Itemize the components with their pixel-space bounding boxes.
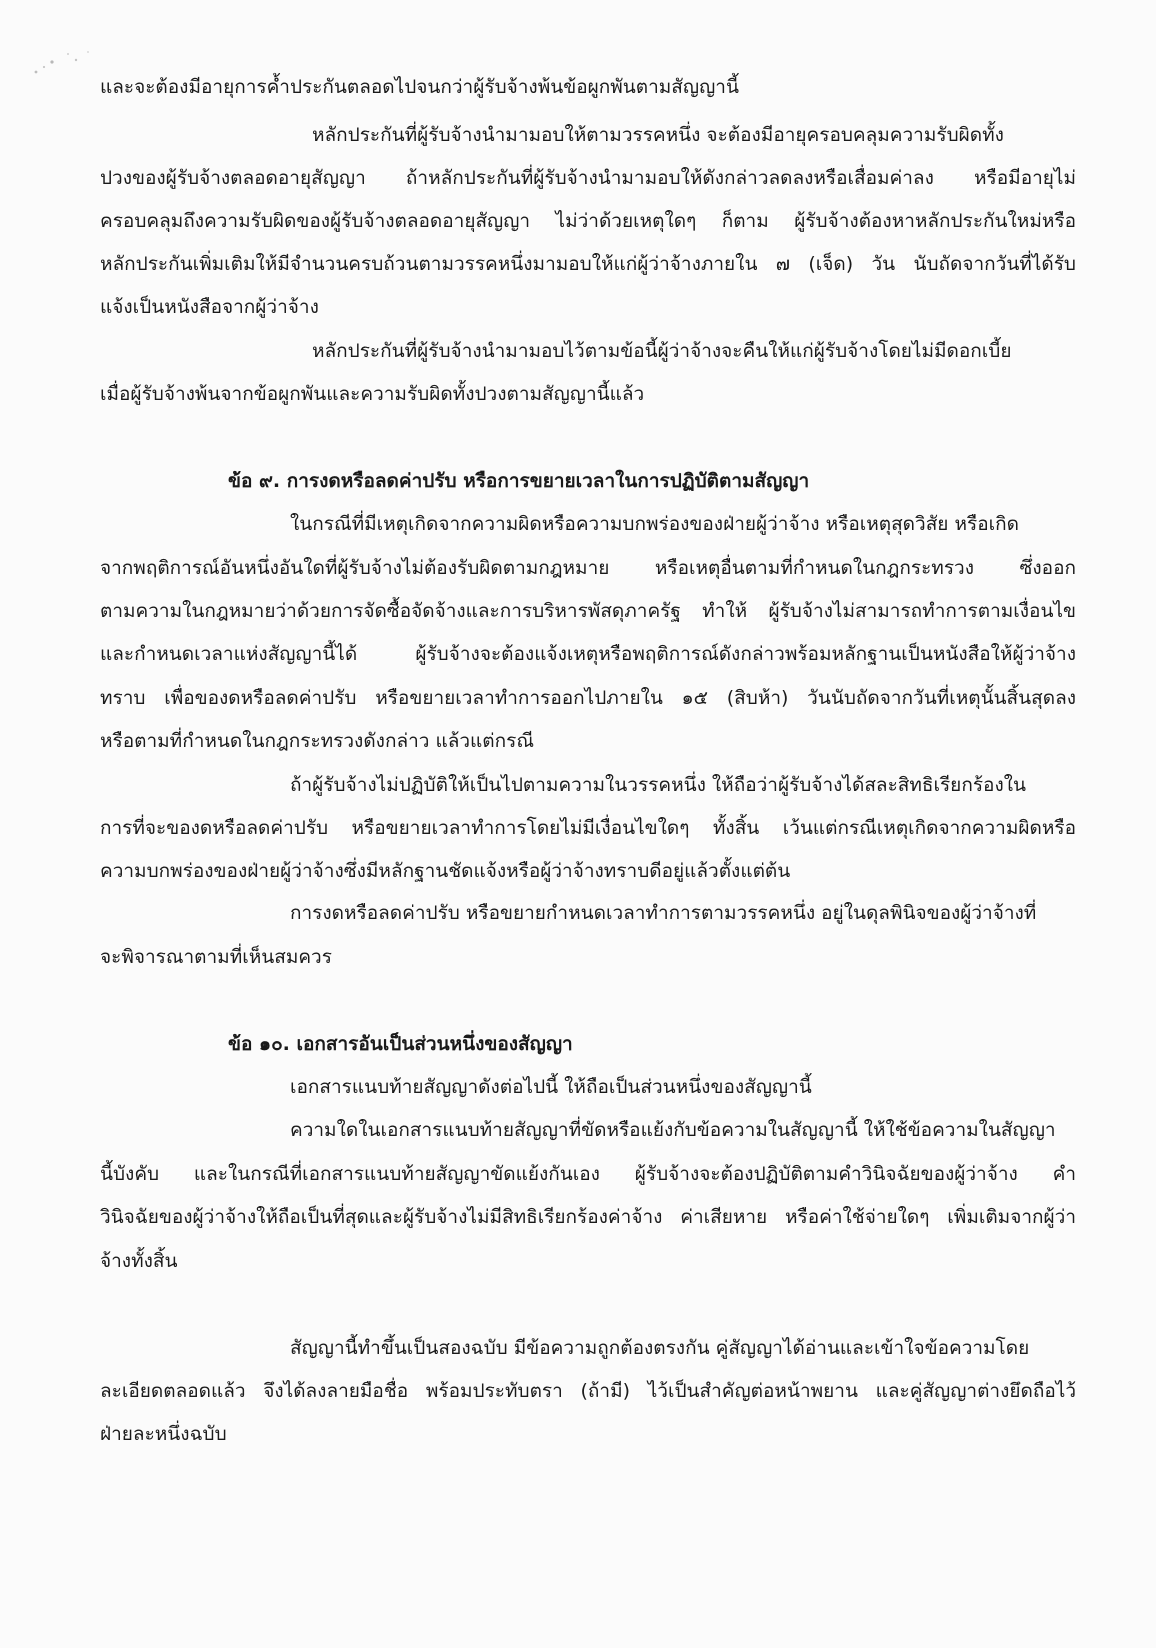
text-line: และกำหนดเวลาแห่งสัญญานี้ได้ ผู้รับจ้างจะต้องแจ้งเหตุหรือพฤติการณ์ดังกล่าวพร้อมหลักฐานเป็นหนังสือให้ผู้ว่าจ้าง <box>100 643 1076 665</box>
text-line: จะพิจารณาตามที่เห็นสมควร <box>100 946 332 968</box>
text-line: นี้บังคับ และในกรณีที่เอกสารแนบท้ายสัญญาขัดแย้งกันเอง ผู้รับจ้างจะต้องปฏิบัติตามคำวินิจฉัยของผู้ว่าจ้าง คำ <box>100 1163 1076 1185</box>
text-line: ทราบ เพื่อของดหรือลดค่าปรับ หรือขยายเวลาทำการออกไปภายใน ๑๕ (สิบห้า) วันนับถัดจากวันที่เหตุนั้นสิ้นสุดลง <box>100 687 1076 709</box>
text-line: หรือตามที่กำหนดในกฎกระทรวงดังกล่าว แล้วแต่กรณี <box>100 730 534 752</box>
text-line: หลักประกันเพิ่มเติมให้มีจำนวนครบถ้วนตามวรรคหนึ่งมามอบให้แก่ผู้ว่าจ้างภายใน ๗ (เจ็ด) วัน นับถัดจากวันที่ได้รับ <box>100 253 1076 275</box>
scan-specks <box>28 40 108 80</box>
text-line: หลักประกันที่ผู้รับจ้างนำมามอบไว้ตามข้อนี้ผู้ว่าจ้างจะคืนให้แก่ผู้รับจ้างโดยไม่มีดอกเบี้ย <box>312 340 1012 362</box>
text-line: ปวงของผู้รับจ้างตลอดอายุสัญญา ถ้าหลักประกันที่ผู้รับจ้างนำมามอบให้ดังกล่าวลดลงหรือเสื่อมค่าลง หรือมีอายุไม่ <box>100 167 1076 189</box>
section-heading: ข้อ ๙. การงดหรือลดค่าปรับ หรือการขยายเวลาในการปฏิบัติตามสัญญา <box>228 470 810 492</box>
text-line: ความใดในเอกสารแนบท้ายสัญญาที่ขัดหรือแย้งกับข้อความในสัญญานี้ ให้ใช้ข้อความในสัญญา <box>290 1119 1056 1141</box>
text-line: การงดหรือลดค่าปรับ หรือขยายกำหนดเวลาทำการตามวรรคหนึ่ง อยู่ในดุลพินิจของผู้ว่าจ้างที่ <box>290 902 1037 924</box>
text-line: หลักประกันที่ผู้รับจ้างนำมามอบให้ตามวรรคหนึ่ง จะต้องมีอายุครอบคลุมความรับผิดทั้ง <box>312 124 1004 146</box>
text-line: สัญญานี้ทำขึ้นเป็นสองฉบับ มีข้อความถูกต้องตรงกัน คู่สัญญาได้อ่านและเข้าใจข้อความโดย <box>290 1337 1030 1359</box>
text-line: ถ้าผู้รับจ้างไม่ปฏิบัติให้เป็นไปตามความในวรรคหนึ่ง ให้ถือว่าผู้รับจ้างได้สละสิทธิเรียกร้องใน <box>290 774 1026 796</box>
text-line: วินิจฉัยของผู้ว่าจ้างให้ถือเป็นที่สุดและผู้รับจ้างไม่มีสิทธิเรียกร้องค่าจ้าง ค่าเสียหาย หรือค่าใช้จ่ายใดๆ เพิ่มเติมจากผู้ว่า <box>100 1206 1076 1228</box>
text-line: การที่จะของดหรือลดค่าปรับ หรือขยายเวลาทำการโดยไม่มีเงื่อนไขใดๆ ทั้งสิ้น เว้นแต่กรณีเหตุเกิดจากความผิดหรือ <box>100 817 1076 839</box>
text-line: ฝ่ายละหนึ่งฉบับ <box>100 1423 227 1445</box>
text-line: และจะต้องมีอายุการค้ำประกันตลอดไปจนกว่าผู้รับจ้างพ้นข้อผูกพันตามสัญญานี้ <box>100 76 739 98</box>
text-line: เอกสารแนบท้ายสัญญาดังต่อไปนี้ ให้ถือเป็นส่วนหนึ่งของสัญญานี้ <box>290 1076 812 1098</box>
text-line: แจ้งเป็นหนังสือจากผู้ว่าจ้าง <box>100 296 319 318</box>
text-line: ตามความในกฎหมายว่าด้วยการจัดซื้อจัดจ้างและการบริหารพัสดุภาครัฐ ทำให้ ผู้รับจ้างไม่สามารถทำการตามเงื่อนไข <box>100 600 1076 622</box>
text-line: ความบกพร่องของฝ่ายผู้ว่าจ้างซึ่งมีหลักฐานชัดแจ้งหรือผู้ว่าจ้างทราบดีอยู่แล้วตั้งแต่ต้น <box>100 860 791 882</box>
text-line: เมื่อผู้รับจ้างพ้นจากข้อผูกพันและความรับผิดทั้งปวงตามสัญญานี้แล้ว <box>100 383 645 405</box>
section-heading: ข้อ ๑๐. เอกสารอันเป็นส่วนหนึ่งของสัญญา <box>228 1033 573 1055</box>
text-line: จากพฤติการณ์อันหนึ่งอันใดที่ผู้รับจ้างไม่ต้องรับผิดตามกฎหมาย หรือเหตุอื่นตามที่กำหนดในกฎกระทรวง ซึ่งออก <box>100 557 1076 579</box>
text-line: ครอบคลุมถึงความรับผิดของผู้รับจ้างตลอดอายุสัญญา ไม่ว่าด้วยเหตุใดๆ ก็ตาม ผู้รับจ้างต้องหาหลักประกันใหม่หรือ <box>100 210 1076 232</box>
text-line: ละเอียดตลอดแล้ว จึงได้ลงลายมือชื่อ พร้อมประทับตรา (ถ้ามี) ไว้เป็นสำคัญต่อหน้าพยาน และคู่สัญญาต่างยึดถือไว้ <box>100 1380 1076 1402</box>
text-line: ในกรณีที่มีเหตุเกิดจากความผิดหรือความบกพร่องของฝ่ายผู้ว่าจ้าง หรือเหตุสุดวิสัย หรือเกิด <box>290 513 1019 535</box>
text-line: จ้างทั้งสิ้น <box>100 1250 178 1272</box>
